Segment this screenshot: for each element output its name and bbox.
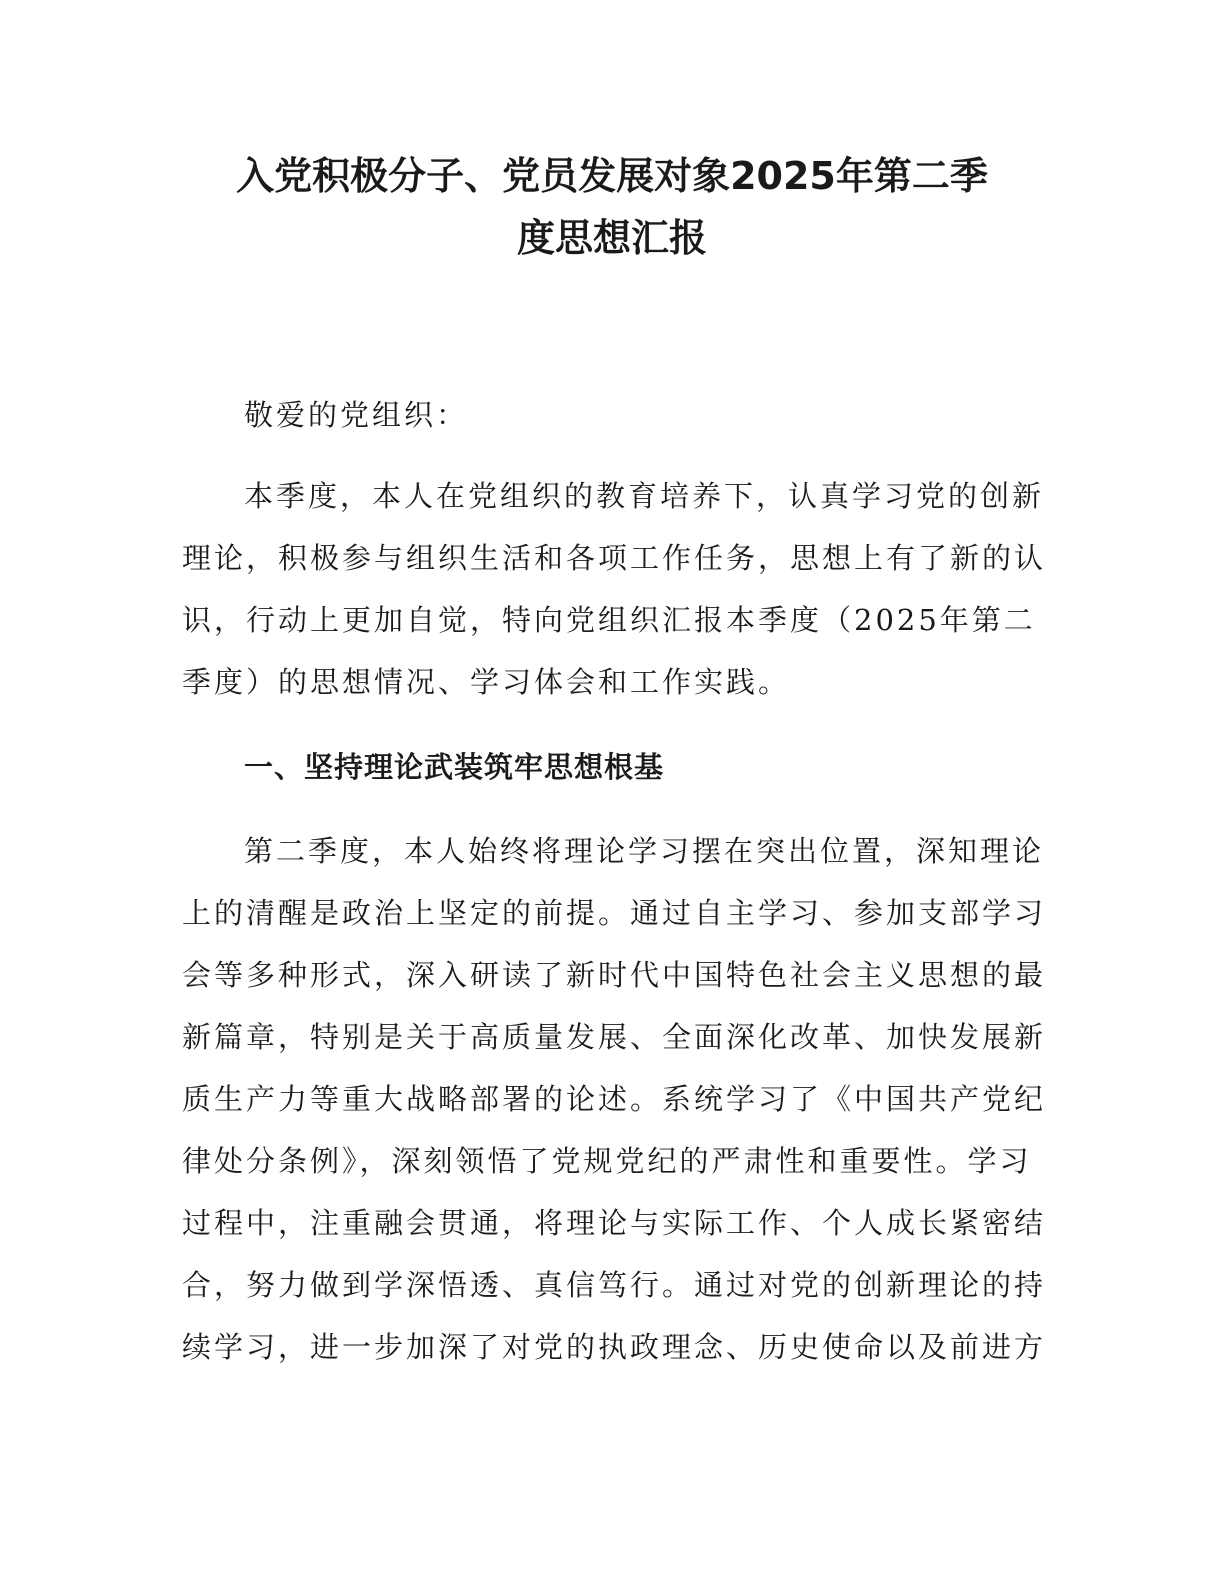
- title-line-1: 入党积极分子、党员发展对象2025年第二季: [236, 154, 988, 198]
- section-1-line: 律处分条例》，深刻领悟了党规党纪的严肃性和重要性。学习: [182, 1144, 1032, 1178]
- section-1-heading: 一、坚持理论武装筑牢思想根基: [244, 750, 665, 784]
- intro-paragraph: [182, 465, 1047, 713]
- section-1-line: 会等多种形式，深入研读了新时代中国特色社会主义思想的最: [182, 958, 1047, 992]
- intro-line: 理论，积极参与组织生活和各项工作任务，思想上有了新的认: [182, 541, 1047, 575]
- salutation: 敬爱的党组织：: [244, 398, 469, 432]
- section-1-paragraph: [182, 820, 1047, 1378]
- document-title: [150, 145, 1074, 269]
- title-line-2: 度思想汇报: [516, 216, 707, 260]
- section-1-line: 新篇章，特别是关于高质量发展、全面深化改革、加快发展新: [182, 1020, 1047, 1054]
- section-1-line: 上的清醒是政治上坚定的前提。通过自主学习、参加支部学习: [182, 896, 1047, 930]
- section-1-line: 第二季度，本人始终将理论学习摆在突出位置，深知理论: [244, 834, 1045, 868]
- intro-line: 识，行动上更加自觉，特向党组织汇报本季度（2025年第二: [182, 603, 1036, 637]
- section-1-line: 质生产力等重大战略部署的论述。系统学习了《中国共产党纪: [182, 1082, 1047, 1116]
- salutation-paragraph: [182, 384, 1032, 446]
- intro-line: 本季度，本人在党组织的教育培养下，认真学习党的创新: [244, 479, 1045, 513]
- section-1-line: 过程中，注重融会贯通，将理论与实际工作、个人成长紧密结: [182, 1206, 1047, 1240]
- section-1-line: 续学习，进一步加深了对党的执政理念、历史使命以及前进方: [182, 1330, 1047, 1364]
- intro-line: 季度）的思想情况、学习体会和工作实践。: [182, 665, 791, 699]
- section-1-line: 合，努力做到学深悟透、真信笃行。通过对党的创新理论的持: [182, 1268, 1047, 1302]
